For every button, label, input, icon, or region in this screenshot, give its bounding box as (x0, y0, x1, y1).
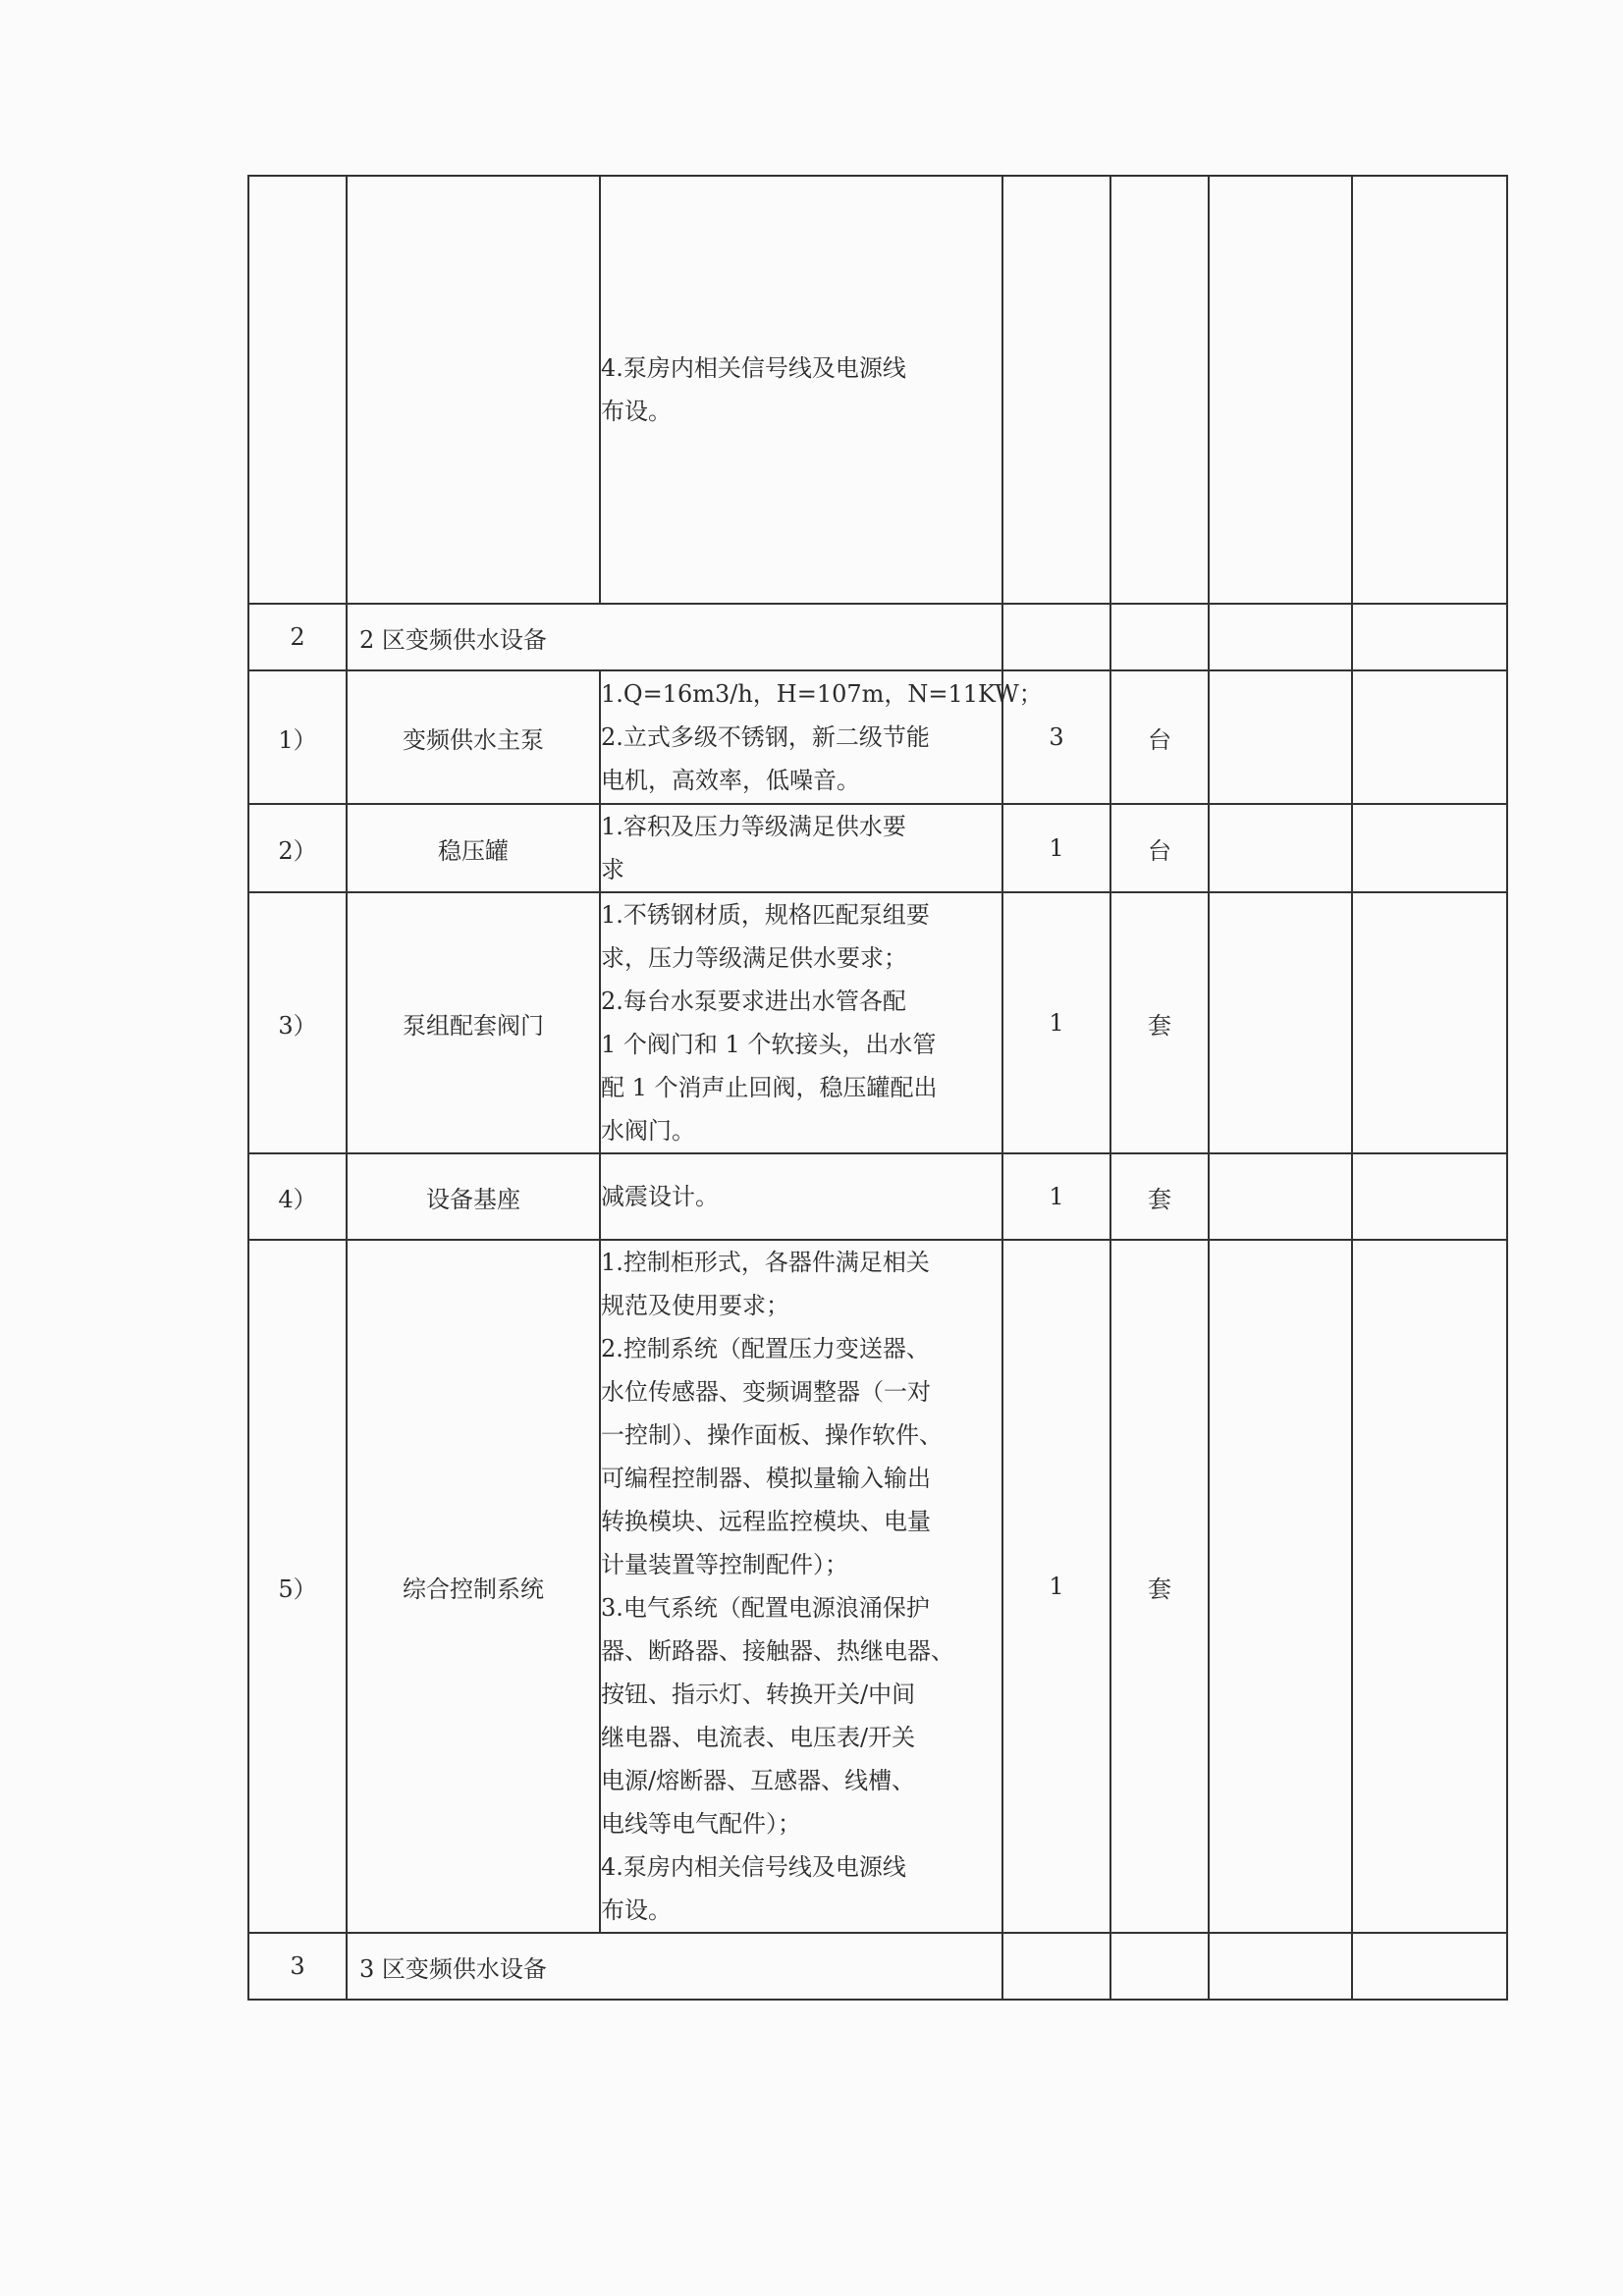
section-index: 2 (248, 604, 347, 670)
item-unit: 套 (1110, 1240, 1209, 1933)
item-name: 稳压罐 (347, 804, 600, 892)
section-row (248, 1933, 1507, 2000)
spec-line: 电线等电气配件）； (601, 1810, 801, 1838)
remark-cell (1352, 1933, 1507, 2000)
extra-cell (1209, 892, 1352, 1153)
equipment-spec-table (247, 175, 1508, 2001)
unit-cell (1110, 1933, 1209, 2000)
extra-cell (1209, 604, 1352, 670)
item-index: 1） (248, 670, 347, 804)
extra-cell (1209, 804, 1352, 892)
extra-cell (1209, 1933, 1352, 2000)
spec-line: 按钮、指示灯、转换开关/中间 (601, 1681, 916, 1708)
extra-cell (1209, 176, 1352, 604)
spec-line: 电源/熔断器、互感器、线槽、 (601, 1767, 916, 1794)
table-row (248, 804, 1507, 892)
item-unit (1110, 176, 1209, 604)
item-spec (600, 1153, 1002, 1240)
remark-cell (1352, 176, 1507, 604)
extra-cell (1209, 1240, 1352, 1933)
spec-line: 2.立式多级不锈钢，新二级节能 (601, 723, 930, 751)
spec-line: 2.控制系统（配置压力变送器、 (601, 1335, 930, 1362)
item-spec (600, 176, 1002, 604)
section-index: 3 (248, 1933, 347, 2000)
spec-line: 布设。 (601, 398, 672, 425)
spec-line: 减震设计。 (601, 1183, 719, 1210)
spec-line: 求，压力等级满足供水要求； (601, 944, 907, 972)
table-row (248, 1240, 1507, 1933)
spec-line: 转换模块、远程监控模块、电量 (601, 1508, 931, 1535)
section-row (248, 604, 1507, 670)
remark-cell (1352, 804, 1507, 892)
item-quantity: 1 (1002, 892, 1110, 1153)
spec-line: 4.泵房内相关信号线及电源线 (601, 1853, 906, 1881)
item-index (248, 176, 347, 604)
extra-cell (1209, 1153, 1352, 1240)
spec-line: 继电器、电流表、电压表/开关 (601, 1724, 916, 1751)
spec-line: 可编程控制器、模拟量输入输出 (601, 1465, 931, 1492)
spec-line: 4.泵房内相关信号线及电源线 (601, 354, 906, 382)
item-name: 综合控制系统 (347, 1240, 600, 1933)
item-spec (600, 804, 1002, 892)
item-spec (600, 670, 1043, 804)
spec-line: 1.控制柜形式，各器件满足相关 (601, 1249, 930, 1276)
item-index: 2） (248, 804, 347, 892)
item-quantity: 3 (1002, 670, 1110, 804)
spec-line: 水阀门。 (601, 1117, 695, 1145)
spec-line: 水位传感器、变频调整器（一对 (601, 1378, 931, 1406)
remark-cell (1352, 604, 1507, 670)
spec-line: 器、断路器、接触器、热继电器、 (601, 1637, 954, 1665)
extra-cell (1209, 670, 1352, 804)
item-name: 泵组配套阀门 (347, 892, 600, 1153)
table-row (248, 670, 1507, 804)
spec-line: 配 1 个消声止回阀，稳压罐配出 (601, 1074, 938, 1101)
section-title: 2 区变频供水设备 (347, 604, 1002, 670)
spec-line: 1.Q=16m3/h，H=107m，N=11KW； (601, 680, 1043, 708)
table-row (248, 1153, 1507, 1240)
spec-line: 一控制）、操作面板、操作软件、 (601, 1421, 943, 1449)
item-spec (600, 1240, 1002, 1933)
spec-line: 电机，高效率，低噪音。 (601, 767, 860, 794)
qty-cell (1002, 1933, 1110, 2000)
item-name: 设备基座 (347, 1153, 600, 1240)
item-name (347, 176, 600, 604)
item-index: 5） (248, 1240, 347, 1933)
item-unit: 套 (1110, 892, 1209, 1153)
item-quantity: 1 (1002, 1240, 1110, 1933)
item-quantity: 1 (1002, 804, 1110, 892)
item-index: 3） (248, 892, 347, 1153)
item-unit: 台 (1110, 670, 1209, 804)
table-row (248, 176, 1507, 604)
section-title: 3 区变频供水设备 (347, 1933, 1002, 2000)
spec-line: 1.不锈钢材质，规格匹配泵组要 (601, 901, 930, 929)
item-quantity: 1 (1002, 1153, 1110, 1240)
spec-line: 1 个阀门和 1 个软接头，出水管 (601, 1031, 937, 1058)
spec-line: 规范及使用要求； (601, 1292, 789, 1319)
item-quantity (1002, 176, 1110, 604)
item-unit: 套 (1110, 1153, 1209, 1240)
qty-cell (1002, 604, 1110, 670)
item-index: 4） (248, 1153, 347, 1240)
spec-line: 求 (601, 856, 624, 883)
remark-cell (1352, 892, 1507, 1153)
item-spec (600, 892, 1002, 1153)
item-unit: 台 (1110, 804, 1209, 892)
spec-line: 3.电气系统（配置电源浪涌保护 (601, 1594, 930, 1622)
remark-cell (1352, 1153, 1507, 1240)
table-row (248, 892, 1507, 1153)
remark-cell (1352, 670, 1507, 804)
spec-line: 1.容积及压力等级满足供水要 (601, 813, 906, 840)
remark-cell (1352, 1240, 1507, 1933)
unit-cell (1110, 604, 1209, 670)
item-name: 变频供水主泵 (347, 670, 600, 804)
spec-line: 计量装置等控制配件）； (601, 1551, 848, 1578)
spec-line: 布设。 (601, 1896, 672, 1924)
spec-line: 2.每台水泵要求进出水管各配 (601, 988, 906, 1015)
